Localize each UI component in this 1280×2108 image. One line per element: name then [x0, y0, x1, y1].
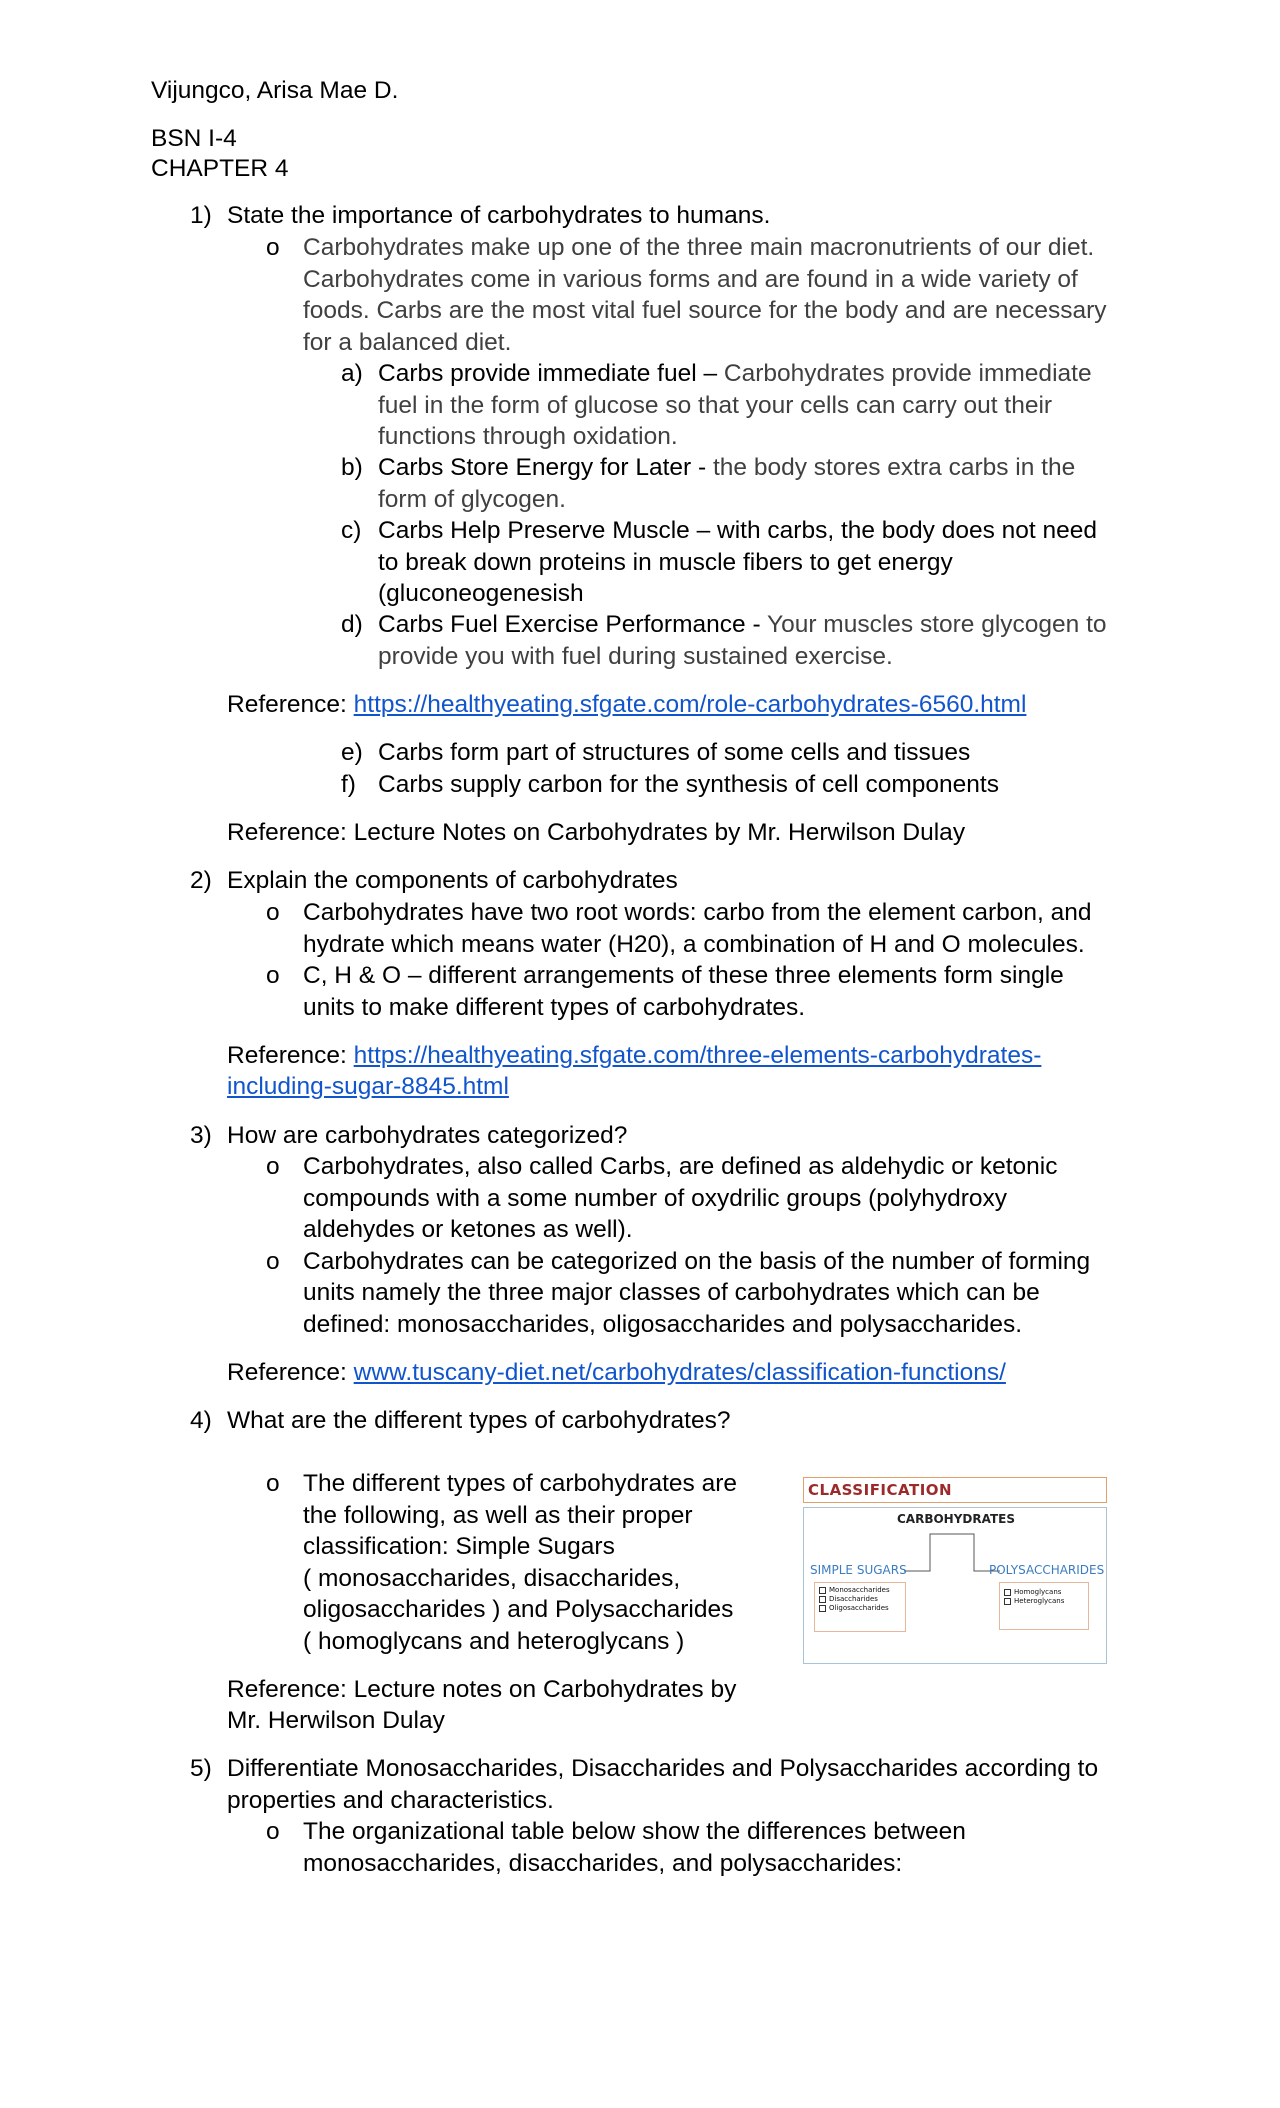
- q4-bullet-line: The different types of carbohydrates are: [303, 1470, 737, 1497]
- reference-line: Reference: Lecture notes on Carbohydrates by: [227, 1676, 737, 1703]
- q3-bullet-line: compounds with a some number of oxydrilic groups (polyhydroxy: [303, 1185, 1008, 1212]
- question-number: 5): [190, 1755, 212, 1782]
- figure-left-item: [819, 1604, 901, 1613]
- q5-bullet-line: monosaccharides, disaccharides, and polysaccharides:: [303, 1850, 903, 1877]
- item-d-rest: Your muscles store glycogen to: [760, 611, 1107, 638]
- item-e-text: Carbs form part of structures of some cells and tissues: [378, 739, 971, 766]
- q3-bullet-line: Carbohydrates can be categorized on the basis of the number of forming: [303, 1248, 1091, 1275]
- bullet-marker: o: [266, 1818, 280, 1845]
- figure-right-box: [999, 1582, 1089, 1630]
- item-a-cont: fuel in the form of glucose so that your cells can carry out their: [378, 392, 1053, 419]
- classification-figure: [801, 1477, 1111, 1664]
- figure-item-label: Heteroglycans: [1014, 1597, 1065, 1605]
- reference-label: Reference:: [227, 691, 354, 718]
- item-letter: e): [341, 739, 363, 766]
- q4-bullet-line: the following, as well as their proper: [303, 1502, 693, 1529]
- item-b-label: Carbs Store Energy for Later -: [378, 454, 707, 481]
- bullet-marker: o: [266, 899, 280, 926]
- reference-label: Reference:: [227, 1042, 354, 1069]
- question-number: 4): [190, 1407, 212, 1434]
- figure-left-box: [814, 1582, 906, 1632]
- item-a-label: Carbs provide immediate fuel –: [378, 360, 718, 387]
- item-c-label: Carbs Help Preserve Muscle – with carbs, the body does not need: [378, 517, 1098, 544]
- item-b-cont: form of glycogen.: [378, 486, 566, 513]
- item-f-text: Carbs supply carbon for the synthesis of cell components: [378, 771, 999, 798]
- figure-left-label: SIMPLE SUGARS: [810, 1563, 907, 1577]
- q2-bullet-line: C, H & O – different arrangements of these three elements form single: [303, 962, 1064, 989]
- q3-bullet-line: Carbohydrates, also called Carbs, are defined as aldehydic or ketonic: [303, 1153, 1058, 1180]
- figure-item-label: Disaccharides: [829, 1595, 878, 1603]
- question-3-text: How are carbohydrates categorized?: [227, 1122, 628, 1149]
- figure-right-item: [1004, 1597, 1084, 1606]
- item-a-cont: functions through oxidation.: [378, 423, 678, 450]
- item-d-label: Carbs Fuel Exercise Performance -: [378, 611, 761, 638]
- reference-line: Mr. Herwilson Dulay: [227, 1707, 445, 1734]
- reference-link[interactable]: www.tuscany-diet.net/carbohydrates/classification-functions/: [353, 1359, 1006, 1386]
- reference-link[interactable]: https://healthyeating.sfgate.com/three-elements-carbohydrates-: [353, 1042, 1042, 1069]
- question-4-text: What are the different types of carbohydrates?: [227, 1407, 731, 1434]
- q1-para-line: foods. Carbs are the most vital fuel source for the body and are necessary: [303, 297, 1107, 324]
- q2-bullet-line: units to make different types of carbohydrates.: [303, 994, 806, 1021]
- item-d-cont: provide you with fuel during sustained exercise.: [378, 643, 893, 670]
- reference-label: Reference:: [227, 1359, 354, 1386]
- q1-para-line: Carbohydrates come in various forms and are found in a wide variety of: [303, 266, 1078, 293]
- item-b-line: [378, 452, 1075, 484]
- item-letter: d): [341, 611, 363, 638]
- figure-right-item: [1004, 1588, 1084, 1597]
- q4-bullet-line: ( monosaccharides, disaccharides,: [303, 1565, 681, 1592]
- item-c-cont: to break down proteins in muscle fibers to get energy: [378, 549, 953, 576]
- q4-bullet-line: oligosaccharides ) and Polysaccharides: [303, 1596, 734, 1623]
- q1-para-line: for a balanced diet.: [303, 329, 512, 356]
- q3-bullet-line: aldehydes or ketones as well).: [303, 1216, 633, 1243]
- item-b-rest: the body stores extra carbs in the: [706, 454, 1076, 481]
- student-name: Vijungco, Arisa Mae D.: [151, 77, 399, 104]
- question-number: 3): [190, 1122, 212, 1149]
- question-number: 1): [190, 202, 212, 229]
- figure-right-label: POLYSACCHARIDES: [989, 1563, 1105, 1577]
- question-2-text: Explain the components of carbohydrates: [227, 867, 678, 894]
- bullet-marker: o: [266, 234, 280, 261]
- figure-left-item: [819, 1586, 901, 1595]
- bullet-marker: o: [266, 1470, 280, 1497]
- figure-item-label: Monosaccharides: [829, 1586, 890, 1594]
- q3-bullet-line: units namely the three major classes of carbohydrates which can be: [303, 1279, 1040, 1306]
- bullet-marker: o: [266, 1153, 280, 1180]
- figure-heading: CARBOHYDRATES: [897, 1512, 1015, 1526]
- q4-bullet-line: ( homoglycans and heteroglycans ): [303, 1628, 685, 1655]
- q2-bullet-line: Carbohydrates have two root words: carbo from the element carbon, and: [303, 899, 1092, 926]
- item-a-rest: Carbohydrates provide immediate: [717, 360, 1092, 387]
- figure-title: CLASSIFICATION: [803, 1477, 1107, 1503]
- question-5-text: Differentiate Monosaccharides, Disaccharides and Polysaccharides according to: [227, 1755, 1099, 1782]
- question-1-text: State the importance of carbohydrates to humans.: [227, 202, 771, 229]
- item-a-line: [378, 358, 1092, 390]
- reference-line: [227, 1357, 1006, 1389]
- reference-line: [227, 1040, 1041, 1072]
- figure-body: [803, 1507, 1107, 1664]
- item-letter: b): [341, 454, 363, 481]
- figure-left-item: [819, 1595, 901, 1604]
- bullet-marker: o: [266, 1248, 280, 1275]
- item-letter: f): [341, 771, 356, 798]
- reference-link[interactable]: https://healthyeating.sfgate.com/role-carbohydrates-6560.html: [353, 691, 1027, 718]
- item-c-line: [378, 515, 1097, 547]
- item-letter: c): [341, 517, 362, 544]
- q5-bullet-line: The organizational table below show the differences between: [303, 1818, 966, 1845]
- figure-item-label: Oligosaccharides: [829, 1604, 889, 1612]
- item-c-cont: (gluconeogenesish: [378, 580, 584, 607]
- item-letter: a): [341, 360, 363, 387]
- item-d-line: [378, 609, 1107, 641]
- q2-bullet-line: hydrate which means water (H20), a combination of H and O molecules.: [303, 931, 1085, 958]
- bullet-marker: o: [266, 962, 280, 989]
- q3-bullet-line: defined: monosaccharides, oligosaccharides and polysaccharides.: [303, 1311, 1023, 1338]
- q4-bullet-line: classification: Simple Sugars: [303, 1533, 615, 1560]
- section-label: BSN I-4: [151, 125, 237, 152]
- question-number: 2): [190, 867, 212, 894]
- reference-line: Reference: Lecture Notes on Carbohydrates by Mr. Herwilson Dulay: [227, 819, 966, 846]
- chapter-label: CHAPTER 4: [151, 155, 289, 182]
- q1-para-line: Carbohydrates make up one of the three main macronutrients of our diet.: [303, 234, 1095, 261]
- reference-line: [227, 689, 1026, 721]
- reference-link[interactable]: including-sugar-8845.html: [227, 1073, 509, 1100]
- question-5-text: properties and characteristics.: [227, 1787, 554, 1814]
- figure-item-label: Homoglycans: [1014, 1588, 1062, 1596]
- reference-line: [227, 1071, 509, 1103]
